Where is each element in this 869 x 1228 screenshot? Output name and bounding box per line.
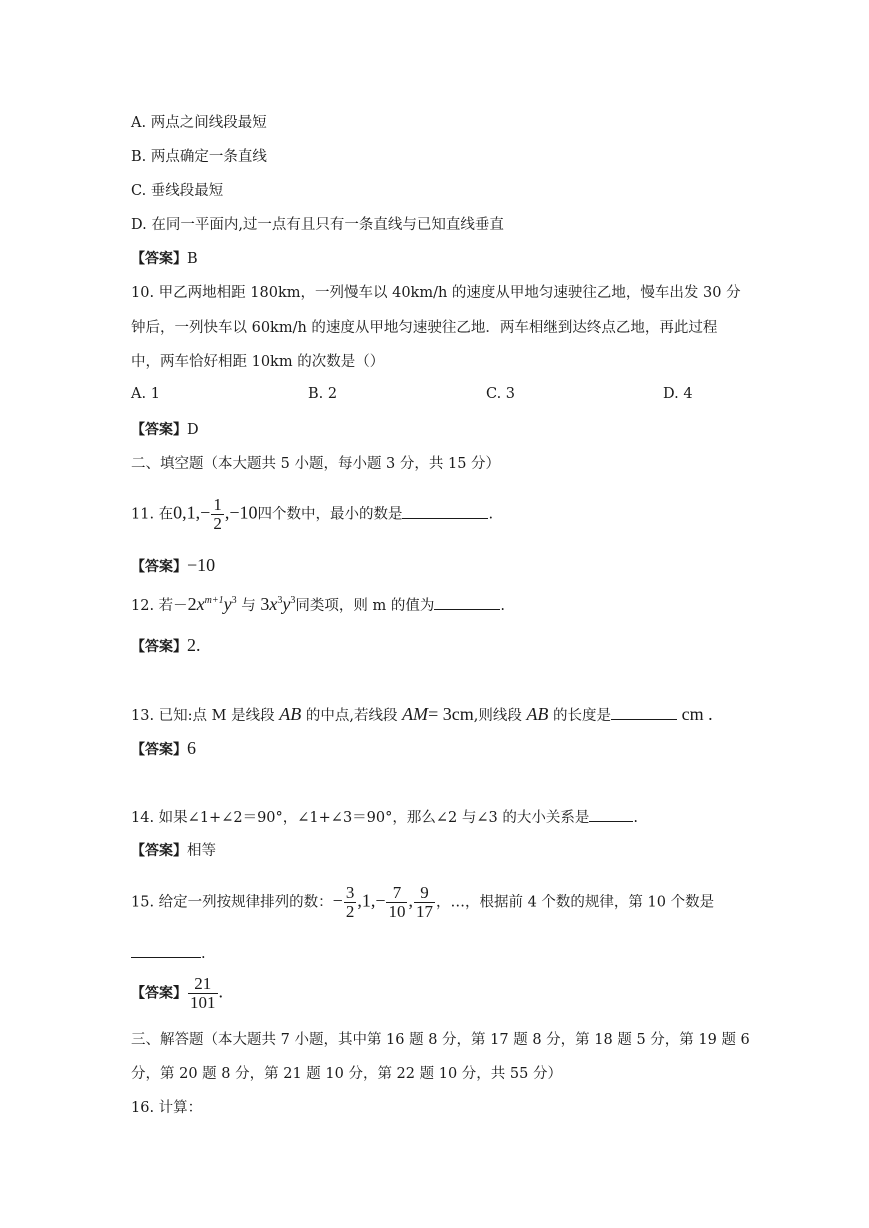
q14-answer — [131, 841, 216, 861]
q12-suffix: 同类项，则 m 的值为 — [295, 598, 435, 614]
q13-eq: = 3cm — [428, 704, 474, 724]
q9-option-b: B. 两点确定一条直线 — [131, 149, 267, 165]
q13 — [131, 704, 713, 726]
q12-blank — [434, 595, 500, 610]
q14-end: . — [633, 810, 638, 826]
answer-tag: 【答案】 — [131, 422, 187, 438]
answer-value: D — [187, 422, 199, 438]
q12-term-2: $3x^3y^3$ — [260, 594, 296, 614]
q11-suffix: 四个数中，最小的数是 — [257, 506, 403, 523]
q12-answer — [131, 635, 201, 657]
q15-end: . — [201, 946, 206, 962]
section-2-title: 二、填空题（本大题共 5 小题，每小题 3 分，共 15 分） — [131, 456, 501, 472]
q9-answer — [131, 249, 198, 269]
q15-neg: − — [332, 890, 343, 911]
q14 — [131, 807, 638, 828]
answer-value: −10 — [187, 555, 216, 575]
q10-line-1: 10. 甲乙两地相距 180km，一列慢车以 40km/h 的速度从甲地匀速驶往乙地，慢车出发 30 分 — [131, 285, 741, 301]
q13-segment-ab-2: AB — [526, 704, 549, 724]
q12 — [131, 594, 505, 616]
q13-blank — [611, 705, 677, 720]
q11-frac-den: 2 — [213, 514, 222, 533]
q15-frac-1: $\frac{3}{2}$ — [345, 883, 355, 921]
q15-suffix: ，…，根据前 4 个数的规律，第 10 个数是 — [435, 894, 715, 911]
answer-value: B — [187, 251, 198, 267]
q10-option-a: A. 1 — [131, 386, 160, 402]
answer-tag: 【答案】 — [131, 843, 187, 859]
q15-frac-3: $\frac{9}{17}$ — [415, 883, 433, 921]
q13-segment-ab: AB — [279, 704, 302, 724]
q15-sep-2: , — [408, 890, 413, 911]
q10-line-3: 中，两车恰好相距 10km 的次数是（） — [131, 354, 385, 370]
q15-blank-line — [131, 943, 206, 964]
q12-mid: 与 — [241, 598, 256, 614]
answer-tag: 【答案】 — [131, 559, 187, 575]
q11-math-b: ,−10 — [224, 502, 258, 523]
q11-answer — [131, 555, 215, 577]
q11-blank — [402, 504, 488, 519]
q11-frac-num: 1 — [213, 495, 222, 514]
q12-end: . — [500, 598, 505, 614]
q10-option-d: D. 4 — [663, 386, 693, 402]
section-3-line-1: 三、解答题（本大题共 7 小题，其中第 16 题 8 分，第 17 题 8 分，第 18 题 5 分，第 19 题 6 — [131, 1032, 750, 1048]
q15-frac-2: $\frac{7}{10}$ — [388, 883, 406, 921]
q15-answer-frac: $\frac{21}{101}$ — [190, 974, 216, 1012]
q15-sep-1: ,1,− — [357, 890, 386, 911]
q15-blank — [131, 943, 201, 958]
q13-mid2: ,则线段 — [473, 708, 522, 724]
q13-mid3: 的长度是 — [553, 708, 612, 724]
q11 — [131, 496, 493, 533]
answer-value: 6 — [187, 738, 196, 758]
section-3-line-2: 分，第 20 题 8 分，第 21 题 10 分，第 22 题 10 分，共 55 分） — [131, 1066, 562, 1082]
q13-prefix: 13. 已知:点 M 是线段 — [131, 708, 275, 724]
q9-option-d: D. 在同一平面内,过一点有且只有一条直线与已知直线垂直 — [131, 217, 504, 233]
q13-unit: cm . — [681, 704, 713, 724]
q15 — [131, 884, 714, 921]
answer-value: 相等 — [187, 843, 216, 859]
q16: 16. 计算： — [131, 1100, 203, 1116]
q9-option-c: C. 垂线段最短 — [131, 183, 224, 199]
q14-blank — [589, 807, 633, 822]
q12-term-1: $2x^{m+1}y^3$ — [187, 594, 237, 614]
answer-tag: 【答案】 — [131, 639, 187, 655]
q10-answer — [131, 420, 199, 440]
q13-answer — [131, 738, 196, 760]
q13-segment-am: AM — [402, 704, 429, 724]
answer-tag: 【答案】 — [131, 251, 187, 267]
q14-text: 14. 如果∠1+∠2＝90°，∠1+∠3＝90°，那么∠2 与∠3 的大小关系是 — [131, 810, 590, 826]
q9-option-a: A. 两点之间线段最短 — [131, 115, 267, 131]
q15-answer-end: . — [218, 981, 223, 1002]
answer-tag: 【答案】 — [131, 985, 187, 1002]
q12-prefix: 12. 若－ — [131, 598, 188, 614]
q10-line-2: 钟后，一列快车以 60km/h 的速度从甲地匀速驶往乙地．两车相继到达终点乙地，再此过程 — [131, 320, 718, 336]
q10-option-b: B. 2 — [308, 386, 338, 402]
q11-math-a: 0,1,− — [173, 502, 211, 523]
q10-option-c: C. 3 — [486, 386, 516, 402]
q11-fraction — [211, 496, 224, 533]
q11-end: . — [488, 506, 494, 523]
q15-prefix: 15. 给定一列按规律排列的数： — [131, 894, 333, 911]
answer-tag: 【答案】 — [131, 742, 187, 758]
q13-mid1: 的中点,若线段 — [305, 708, 398, 724]
q15-answer — [131, 975, 223, 1012]
answer-value: 2. — [187, 635, 201, 655]
q11-prefix: 11. 在 — [131, 506, 174, 523]
